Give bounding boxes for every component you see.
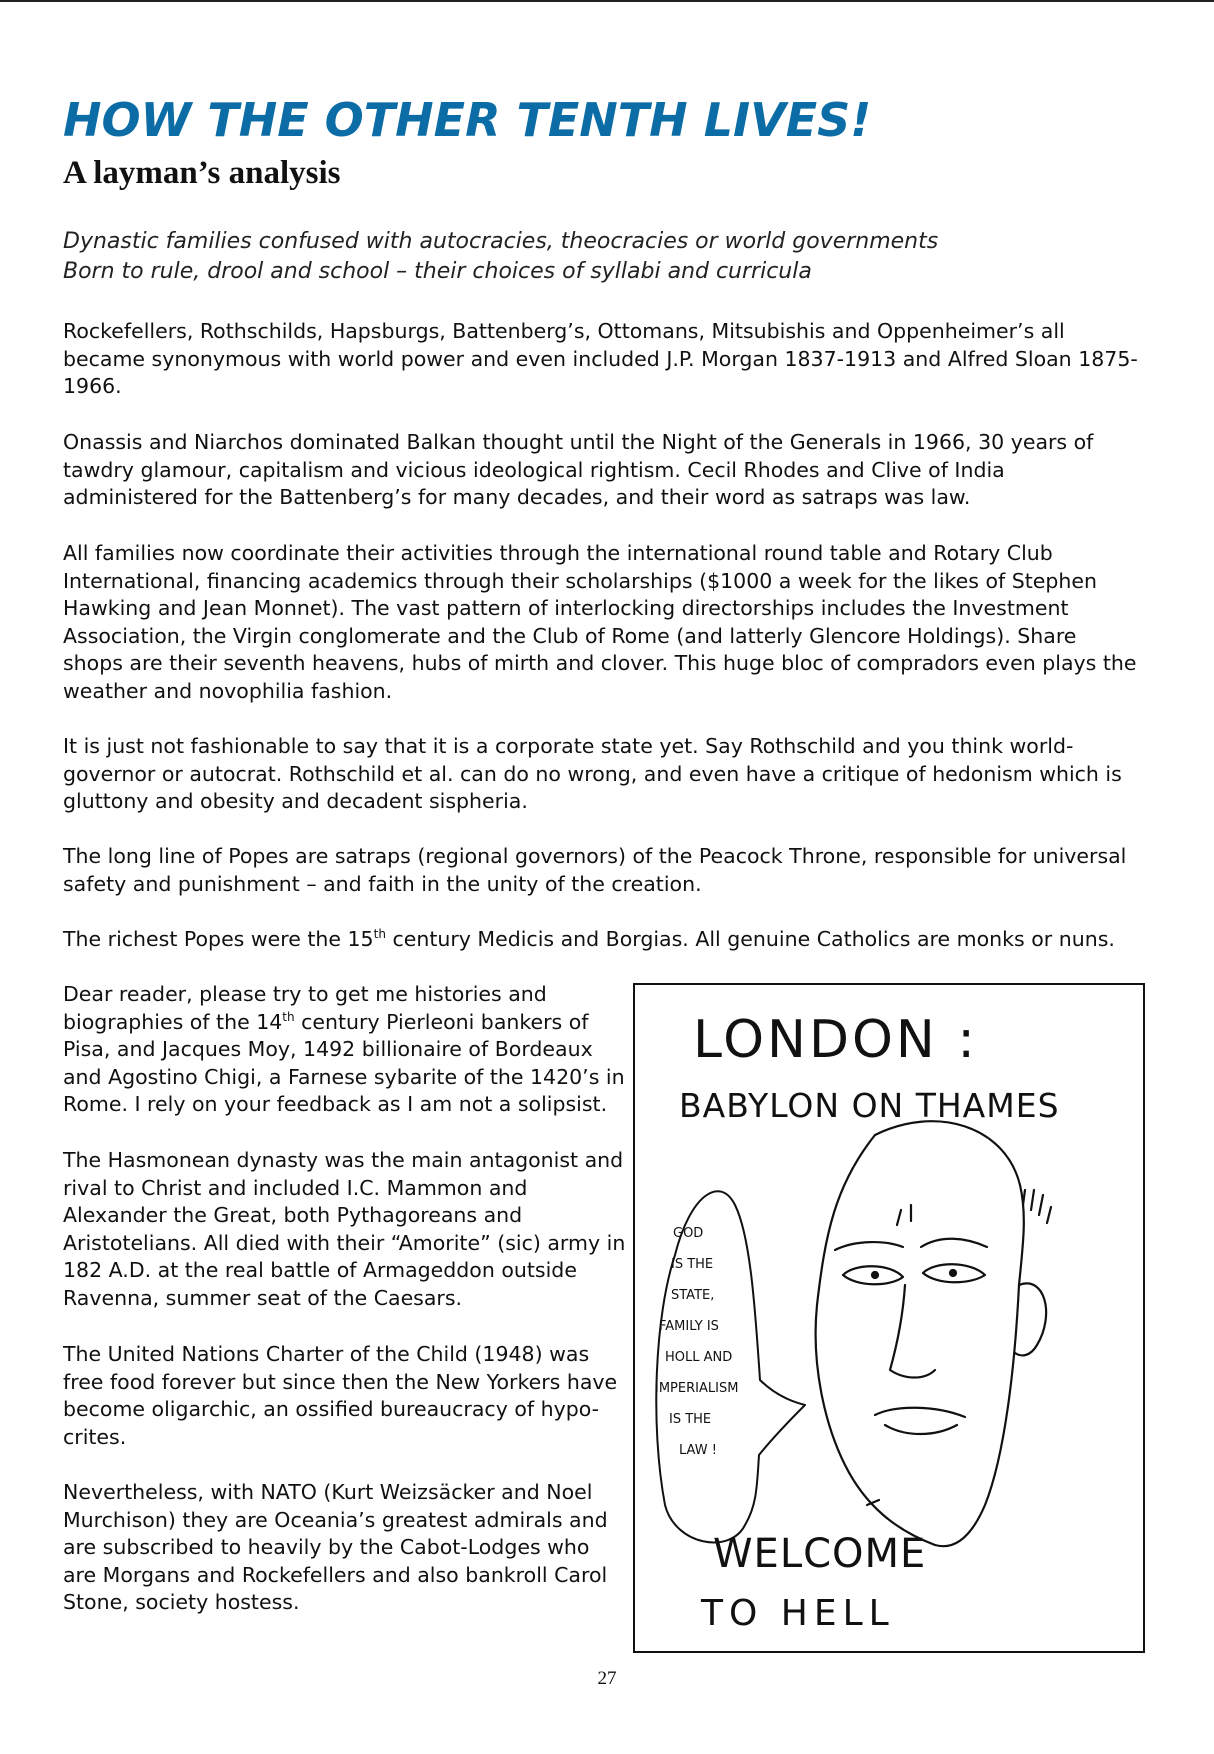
dear-reader-after: century Pierleoni bankers of Pisa, and Jacques Moy, 1492 billionaire of Bordeaux and Agostino Chigi, a Farnese sybarite of the 1420’s in Rome. I rely on your feedback as I am not a solipsist. [63,1009,625,1117]
cartoon-heading-line2: BABYLON ON THAMES [679,1086,1060,1125]
speech-bubble [656,1191,805,1542]
speech-line: HOLL AND [665,1350,733,1365]
dear-reader-ordinal-suffix: th [282,1009,295,1024]
lead-line: Born to rule, drool and school – their choices of syllabi and curricula [63,259,812,284]
speech-line: LAW ! [679,1443,717,1458]
popes-text-before: The richest Popes were the 15 [63,927,374,951]
cartoon-heading-line1: LONDON : [693,1010,978,1070]
paragraph-families: All families now coordinate their activities through the international round table and Rotary Club International, financing academics through their scholarships ($1000 a week for the likes of Stephen Hawking and Jean Monnet). The vast pattern of interlocking directorships includes the Investment Association, the Virgin conglomerate and the Club of Rome (and latterly Glencore Holdings). Share shops are their seventh heavens, hubs of mirth and clover. This huge bloc of compradors even plays the weather and novophilia fashion. [63,541,1137,703]
cartoon-footer-line1: WELCOME [713,1531,927,1577]
cartoon-footer-line2: TO HELL [701,1593,895,1634]
page-subtitle: A layman’s analysis [63,155,341,191]
speech-line: STATE, [671,1288,715,1303]
speech-line: IS THE [669,1412,712,1427]
speech-line: IMPERIALISM [655,1381,739,1396]
top-rule [0,0,1214,2]
page-number: 27 [597,1668,617,1689]
paragraph-popes-satraps: The long line of Popes are satraps (regional governors) of the Peacock Throne, responsible for universal safety and punishment – and faith in the unity of the creation. [63,844,1127,896]
speech-line: GOD [673,1226,704,1241]
speech-bubble-text [655,1226,738,1458]
cartoon-drawing [635,985,1143,1651]
paragraph-corporate-state: It is just not fashionable to say that it is a corporate state yet. Say Rothschild and you think world-governor or autocrat. Rothschild et al. can do no wrong, and even have a critique of hedonism which is gluttony and obesity and decadent sispheria. [63,734,1122,814]
paragraph-onassis: Onassis and Niarchos dominated Balkan thought until the Night of the Generals in 1966, 30 years of tawdry glamour, capitalism and vicious ideological rightism. Cecil Rhodes and Clive of India administered for the Battenberg’s for many decades, and their word as satraps was law. [63,430,1094,510]
face-sketch [816,1121,1051,1546]
speech-line: IS THE [671,1257,714,1272]
paragraph-united-nations: The United Nations Charter of the Child (1948) was free food forever but since then the New Yorkers have become oligarchic, an ossified bureaucracy of hypo-crites. [63,1342,618,1449]
paragraph-dynasties: Rockefellers, Rothschilds, Hapsburgs, Battenberg’s, Ottomans, Mitsubishis and Oppenheimer’s all became synonymous with world power and even included J.P. Morgan 1837-1913 and Alfred Sloan 1875-1966. [63,319,1138,399]
popes-ordinal-suffix: th [373,927,386,942]
paragraph-nato: Nevertheless, with NATO (Kurt Weizsäcker and Noel Murchison) they are Oceania’s greatest admirals and are subscribed to heavily by the Cabot-Lodges who are Morgans and Rockefellers and also bankroll Carol Stone, society hostess. [63,1480,608,1615]
paragraph-dear-reader [63,981,628,1119]
page-title: HOW THE OTHER TENTH LIVES! [63,93,872,147]
speech-line: FAMILY IS [659,1319,719,1334]
popes-text-after: century Medicis and Borgias. All genuine Catholics are monks or nuns. [385,927,1115,951]
lead-block [63,227,1163,287]
lead-line: Dynastic families confused with autocracies, theocracies or world governments [63,229,939,254]
dear-reader-before: Dear reader, please try to get me histories and biographies of the 14 [63,982,547,1034]
paragraph-hasmonean: The Hasmonean dynasty was the main antagonist and rival to Christ and included I.C. Mammon and Alexander the Great, both Pythagoreans and Aristotelians. All died with their “Amorite” (sic) army in 182 A.D. at the real battle of Armageddon outside Ravenna, summer seat of the Caesars. [63,1148,626,1310]
paragraph-richest-popes [63,926,1138,954]
cartoon-illustration [633,983,1145,1653]
